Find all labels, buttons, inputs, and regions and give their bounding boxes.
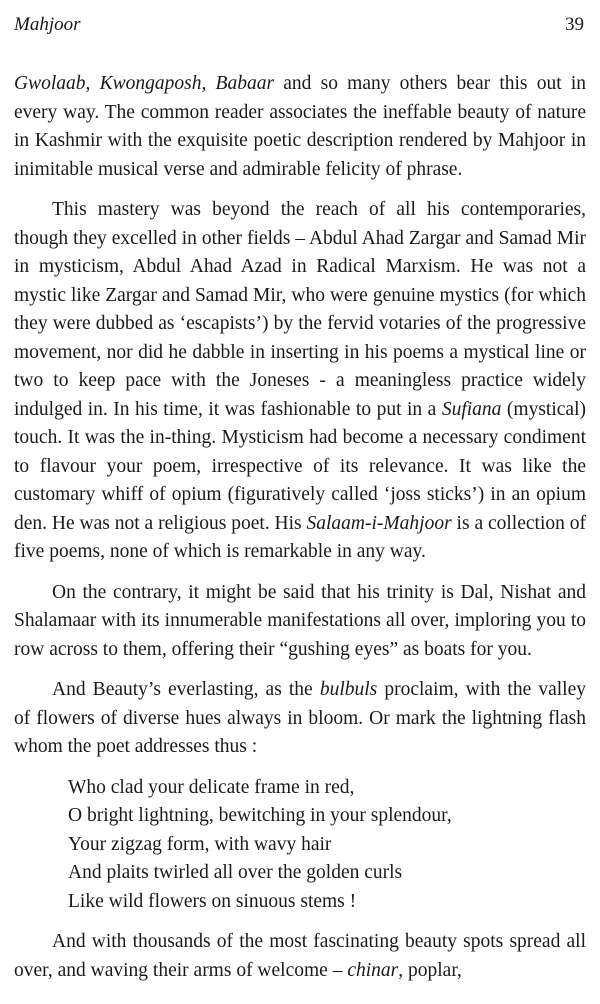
- paragraph-1-text: and so many others bear this out in every way. The common reader associates the ineffable beauty of nature in Kashmir with the exquisite poetic description rendered by Mahjoor in inimitable musical verse and admirable felicity of phrase.: [14, 73, 586, 180]
- paragraph-3: [14, 579, 586, 665]
- paragraph-4: [14, 676, 586, 762]
- paragraph-5: [14, 928, 586, 985]
- paragraph-1: [14, 70, 586, 184]
- paragraph-3-text: On the contrary, it might be said that his trinity is Dal, Nishat and Shalamaar with its innumerable manifestations all over, imploring you to row across to them, offering their “gushing eyes” as boats for you.: [14, 581, 586, 660]
- poem-titles: Gwolaab, Kwongaposh, Babaar: [14, 73, 275, 94]
- poem-line: Who clad your delicate frame in red,: [68, 776, 355, 798]
- term-chinar: chinar: [347, 959, 399, 981]
- paragraph-2-text-b: (mystical) touch. It was the in-thing. Mysticism had become a necessary condiment to flavour your poem, irrespective of its relevance. It was like the customary whiff of opium (figuratively called ‘joss sticks’) in an opium den. He was not a religious poet. His: [14, 398, 586, 534]
- poem-line: And plaits twirled all over the golden curls: [68, 862, 403, 883]
- poem-line: Like wild flowers on sinuous stems !: [68, 890, 357, 912]
- poem-line: Your zigzag form, with wavy hair: [68, 833, 332, 855]
- paragraph-2: [14, 196, 586, 567]
- paragraph-2-text-a: This mastery was beyond the reach of all his contemporaries, though they excelled in other fields – Abdul Ahad Zargar and Samad Mir in mysticism, Abdul Ahad Azad in Radical Marxism. He was not a mystic like Zargar and Samad Mir, who were genuine mystics (for which they were dubbed as ‘escapists’) by the fervid votaries of the progressive movement, nor did he dabble in inserting in his poems a mystical line or two to keep pace with the Joneses - a meaningless practice widely indulged in. In his time, it was fashionable to put in a: [14, 199, 586, 420]
- paragraph-5-text-b: , poplar,: [398, 959, 462, 981]
- paragraph-2-text-c: is a collection of five poems, none of which is remarkable in any way.: [14, 512, 586, 562]
- running-head-title: Mahjoor: [14, 14, 81, 35]
- paragraph-5-text-a: And with thousands of the most fascinating beauty spots spread all over, and waving their arms of welcome –: [14, 931, 586, 981]
- term-bulbuls: bulbuls: [319, 679, 378, 700]
- page-number: 39: [565, 14, 584, 35]
- body-text: [14, 70, 586, 997]
- paragraph-4-text-b: proclaim, with the valley of flowers of diverse hues always in bloom. Or mark the lightning flash whom the poet addresses thus :: [14, 679, 586, 757]
- poem-line: O bright lightning, bewitching in your splendour,: [68, 805, 452, 826]
- poem-quote: [14, 774, 586, 917]
- paragraph-4-text-a: And Beauty’s everlasting, as the: [52, 679, 320, 700]
- title-salaam-i-mahjoor: Salaam-i-Mahjoor: [306, 512, 452, 534]
- term-sufiana: Sufiana: [441, 398, 502, 420]
- running-head: [14, 14, 584, 42]
